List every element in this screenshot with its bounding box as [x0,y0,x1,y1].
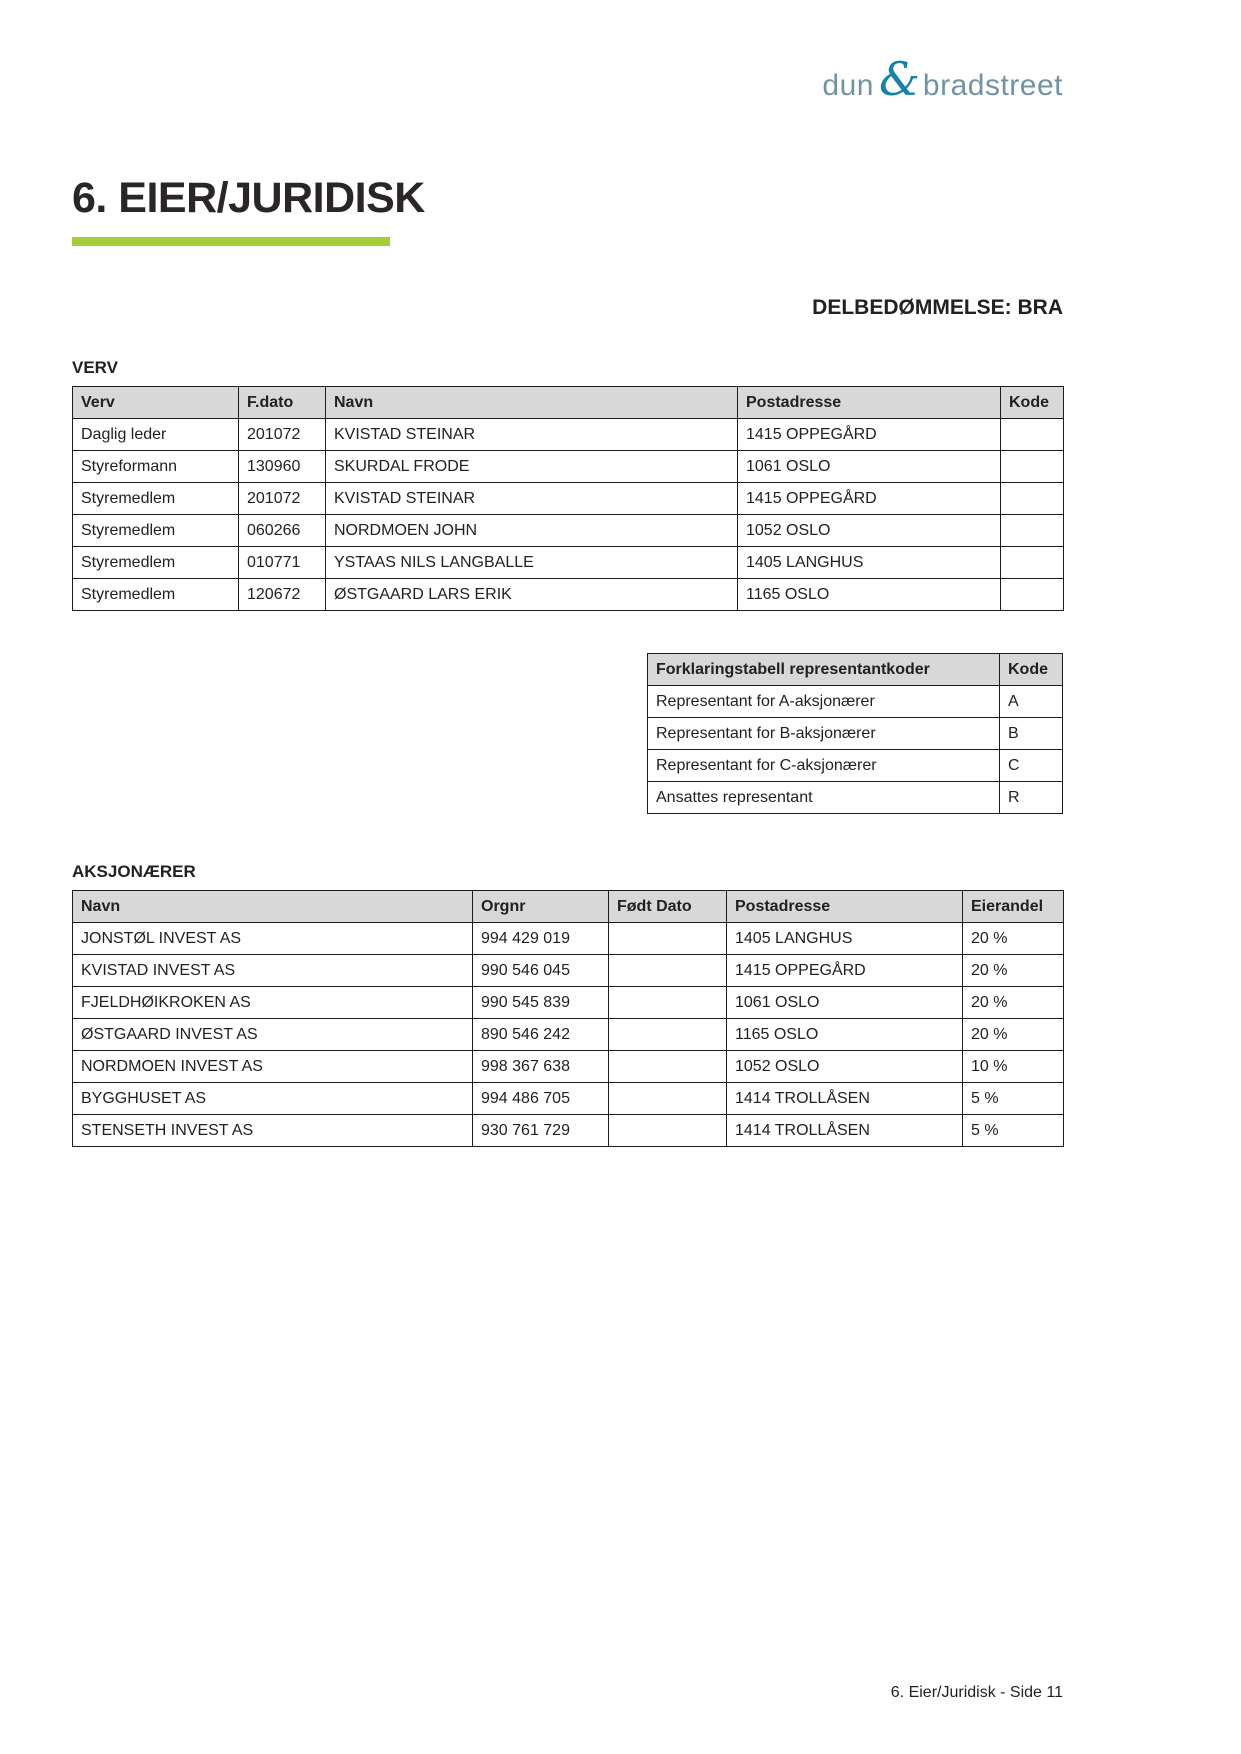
aksjonaerer-header-postadresse: Postadresse [727,891,963,923]
representantkoder-header-title: Forklaringstabell representantkoder [648,654,1000,686]
title-accent-bar [72,237,390,246]
verv-row [73,451,1064,483]
verv-row-cell: Styremedlem [73,483,239,515]
aksjonaerer-row-cell [609,1083,727,1115]
aksjonaerer-row [73,987,1064,1019]
aksjonaerer-table [72,890,1064,1147]
aksjonaerer-row-cell: 994 486 705 [473,1083,609,1115]
representantkoder-header-row [648,654,1063,686]
verv-header-verv: Verv [73,387,239,419]
representantkoder-header-kode: Kode [1000,654,1063,686]
page-title: 6. EIER/JURIDISK [72,174,425,222]
aksjonaerer-header-fodtdato: Født Dato [609,891,727,923]
verv-header-postadresse: Postadresse [738,387,1001,419]
logo-row [72,0,1063,106]
verv-row-cell [1001,419,1064,451]
aksjonaerer-row-cell: 10 % [963,1051,1064,1083]
aksjonaerer-header-eierandel: Eierandel [963,891,1064,923]
aksjonaerer-row-cell: 1165 OSLO [727,1019,963,1051]
aksjonaerer-section [72,890,1063,1147]
aksjonaerer-row-cell [609,987,727,1019]
verv-row-cell [1001,515,1064,547]
verv-row-cell: 010771 [239,547,326,579]
aksjonaerer-row-cell: 994 429 019 [473,923,609,955]
aksjonaerer-row-cell: KVISTAD INVEST AS [73,955,473,987]
aksjonaerer-row [73,1051,1064,1083]
assessment-label: DELBEDØMMELSE: BRA [812,296,1063,319]
verv-header-fdato: F.dato [239,387,326,419]
verv-row-cell: Styremedlem [73,515,239,547]
verv-row-cell: 1165 OSLO [738,579,1001,611]
verv-row-cell: 201072 [239,483,326,515]
verv-row-cell [1001,483,1064,515]
verv-row-cell: Daglig leder [73,419,239,451]
aksjonaerer-row [73,923,1064,955]
aksjonaerer-row-cell: STENSETH INVEST AS [73,1115,473,1147]
aksjonaerer-row [73,1115,1064,1147]
aksjonaerer-row-cell: 1414 TROLLÅSEN [727,1115,963,1147]
aksjonaerer-row [73,1019,1064,1051]
verv-row-cell: Styremedlem [73,547,239,579]
aksjonaerer-row-cell: 1415 OPPEGÅRD [727,955,963,987]
verv-row [73,515,1064,547]
verv-row-cell: 1052 OSLO [738,515,1001,547]
verv-row-cell: 1061 OSLO [738,451,1001,483]
representantkoder-row-cell: Representant for B-aksjonærer [648,718,1000,750]
aksjonaerer-row-cell: 998 367 638 [473,1051,609,1083]
verv-row-cell: 201072 [239,419,326,451]
aksjonaerer-row [73,955,1064,987]
verv-row-cell [1001,547,1064,579]
aksjonaerer-row [73,1083,1064,1115]
verv-header-row [73,387,1064,419]
representantkoder-row-cell: R [1000,782,1063,814]
verv-row-cell: KVISTAD STEINAR [326,419,738,451]
aksjonaerer-row-cell [609,923,727,955]
verv-row-cell: 130960 [239,451,326,483]
verv-row-cell [1001,451,1064,483]
aksjonaerer-row-cell: NORDMOEN INVEST AS [73,1051,473,1083]
verv-row-cell: Styreformann [73,451,239,483]
verv-row-cell: Styremedlem [73,579,239,611]
verv-row-cell: 1415 OPPEGÅRD [738,419,1001,451]
verv-row [73,579,1064,611]
aksjonaerer-header-orgnr: Orgnr [473,891,609,923]
aksjonaerer-row-cell: 1414 TROLLÅSEN [727,1083,963,1115]
verv-row-cell: 1415 OPPEGÅRD [738,483,1001,515]
aksjonaerer-row-cell: 5 % [963,1115,1064,1147]
aksjonaerer-row-cell: 20 % [963,1019,1064,1051]
representantkoder-row-cell: C [1000,750,1063,782]
verv-header-navn: Navn [326,387,738,419]
verv-table [72,386,1064,611]
representantkoder-row-cell: A [1000,686,1063,718]
aksjonaerer-row-cell: ØSTGAARD INVEST AS [73,1019,473,1051]
logo-text-dun: dun [822,69,874,102]
ampersand-icon: & [878,52,920,106]
verv-header-kode: Kode [1001,387,1064,419]
representantkoder-row [648,750,1063,782]
aksjonaerer-row-cell: 1052 OSLO [727,1051,963,1083]
aksjonaerer-row-cell: 990 545 839 [473,987,609,1019]
aksjonaerer-row-cell [609,1051,727,1083]
aksjonaerer-row-cell [609,1019,727,1051]
verv-row [73,419,1064,451]
aksjonaerer-row-cell: 5 % [963,1083,1064,1115]
aksjonaerer-row-cell: 990 546 045 [473,955,609,987]
aksjonaerer-row-cell [609,955,727,987]
representantkoder-row [648,686,1063,718]
aksjonaerer-row-cell: 1061 OSLO [727,987,963,1019]
aksjonaerer-header-navn: Navn [73,891,473,923]
verv-row-cell: YSTAAS NILS LANGBALLE [326,547,738,579]
dun-bradstreet-logo [822,52,1063,106]
representantkoder-row [648,718,1063,750]
aksjonaerer-row-cell [609,1115,727,1147]
representantkoder-row-cell: Ansattes representant [648,782,1000,814]
representantkoder-row-cell: Representant for C-aksjonærer [648,750,1000,782]
aksjonaerer-section-label: AKSJONÆRER [72,862,196,881]
logo-text-bradstreet: bradstreet [922,69,1063,102]
aksjonaerer-row-cell: 930 761 729 [473,1115,609,1147]
verv-row [73,483,1064,515]
page-footer: 6. Eier/Juridisk - Side 11 [890,1684,1063,1701]
aksjonaerer-row-cell: 1405 LANGHUS [727,923,963,955]
aksjonaerer-row-cell: 890 546 242 [473,1019,609,1051]
verv-row-cell: NORDMOEN JOHN [326,515,738,547]
aksjonaerer-row-cell: 20 % [963,955,1064,987]
aksjonaerer-header-row [73,891,1064,923]
aksjonaerer-row-cell: FJELDHØIKROKEN AS [73,987,473,1019]
representantkoder-row-cell: B [1000,718,1063,750]
verv-row-cell: 120672 [239,579,326,611]
aksjonaerer-row-cell: BYGGHUSET AS [73,1083,473,1115]
verv-row-cell: 060266 [239,515,326,547]
representantkoder-row [648,782,1063,814]
verv-section-label: VERV [72,358,118,377]
verv-row-cell [1001,579,1064,611]
aksjonaerer-row-cell: 20 % [963,923,1064,955]
representantkoder-table [647,653,1063,814]
verv-row-cell: ØSTGAARD LARS ERIK [326,579,738,611]
representantkoder-row-cell: Representant for A-aksjonærer [648,686,1000,718]
verv-row [73,547,1064,579]
aksjonaerer-row-cell: JONSTØL INVEST AS [73,923,473,955]
aksjonaerer-row-cell: 20 % [963,987,1064,1019]
verv-row-cell: 1405 LANGHUS [738,547,1001,579]
verv-row-cell: KVISTAD STEINAR [326,483,738,515]
representantkoder-section [72,653,1063,814]
verv-row-cell: SKURDAL FRODE [326,451,738,483]
